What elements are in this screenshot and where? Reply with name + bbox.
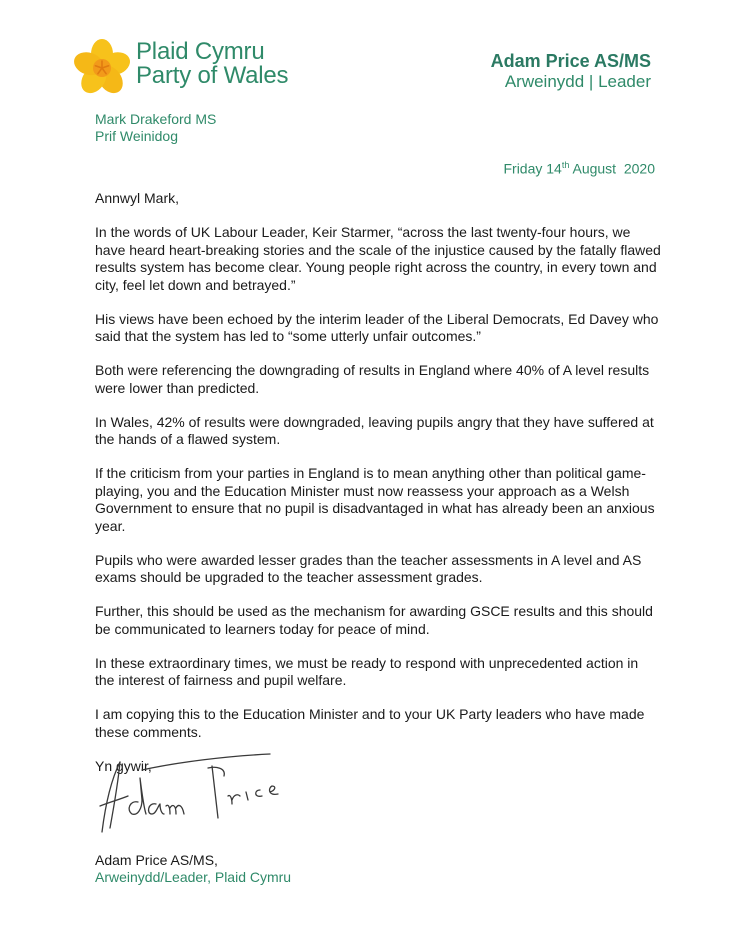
- paragraph: His views have been echoed by the interim leader of the Liberal Democrats, Ed Davey who said that the system has led to “some utterly unfair outcomes.”: [95, 310, 659, 344]
- date-rest: August 2020: [569, 160, 655, 177]
- recipient-name: Mark Drakeford MS: [95, 111, 217, 127]
- poppy-flower-icon: [70, 36, 134, 100]
- letter-body: [95, 190, 661, 792]
- salutation: Annwyl Mark,: [95, 190, 180, 206]
- signer-name: Adam Price AS/MS,: [95, 852, 218, 868]
- signer-title: Arweinydd/Leader, Plaid Cymru: [95, 869, 292, 885]
- paragraph: In Wales, 42% of results were downgraded, leaving pupils angry that they have suffered at the hands of a flawed system.: [95, 413, 654, 447]
- recipient-block: [95, 111, 216, 145]
- sender-name: Adam Price AS/MS: [490, 51, 651, 71]
- sender-role: Arweinydd | Leader: [504, 72, 651, 91]
- paragraph: In these extraordinary times, we must be ready to respond with unprecedented action in the interest of fairness and pupil welfare.: [95, 654, 639, 688]
- org-name: [136, 40, 288, 88]
- date-ordinal: th: [561, 160, 570, 170]
- paragraph: In the words of UK Labour Leader, Keir Starmer, “across the last twenty-four hours, we have heard heart-breaking stories and the scale of the injustice caused by the fatally flawed results system has become clear. Young people right across the country, in every town and city, feel let down and betrayed.”: [95, 224, 661, 293]
- paragraph: If the criticism from your parties in England is to mean anything other than political game-playing, you and the Education Minister must now reassess your approach as a Welsh Government to ensure that no pupil is disadvantaged in what has already been an anxious year.: [95, 465, 655, 534]
- org-name-welsh: Plaid Cymru: [136, 38, 265, 65]
- paragraph: Both were referencing the downgrading of results in England where 40% of A level results were lower than predicted.: [95, 362, 650, 396]
- signer-block: [95, 852, 291, 886]
- date-day: Friday 14: [503, 160, 562, 177]
- recipient-title: Prif Weinidog: [95, 128, 179, 144]
- paragraph: Pupils who were awarded lesser grades than the teacher assessments in A level and AS exams should be upgraded to the teacher assessment grades.: [95, 551, 642, 585]
- signature: [98, 748, 288, 840]
- sender-block: [491, 50, 651, 92]
- paragraph: I am copying this to the Education Minister and to your UK Party leaders who have made these comments.: [95, 706, 645, 740]
- org-name-english: Party of Wales: [136, 62, 289, 89]
- closing: Yn gywir,: [95, 757, 152, 774]
- letter-date: [503, 160, 655, 177]
- paragraph: Further, this should be used as the mechanism for awarding GSCE results and this should be communicated to learners today for peace of mind.: [95, 603, 653, 637]
